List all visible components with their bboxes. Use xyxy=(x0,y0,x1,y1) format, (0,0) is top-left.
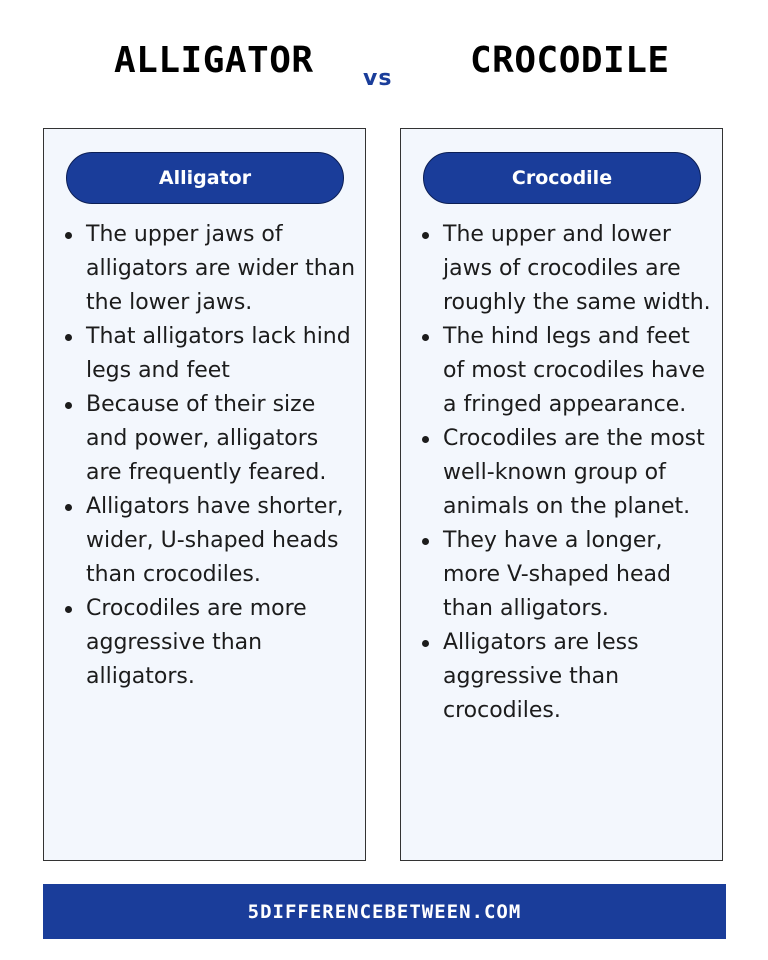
list-item: Crocodiles are the most well-known group of animals on the planet. xyxy=(443,422,722,524)
alligator-points-list xyxy=(44,218,365,694)
list-item: They have a longer, more V-shaped head than alligators. xyxy=(443,524,722,626)
list-item: The upper and lower jaws of crocodiles are roughly the same width. xyxy=(443,218,722,320)
vs-label: vs xyxy=(363,66,393,91)
right-title: CROCODILE xyxy=(470,40,670,81)
site-footer xyxy=(43,884,726,939)
page-header xyxy=(0,0,768,110)
crocodile-points-list xyxy=(401,218,722,728)
alligator-panel xyxy=(43,128,366,861)
list-item: Because of their size and power, alligators are frequently feared. xyxy=(86,388,365,490)
list-item: The upper jaws of alligators are wider than the lower jaws. xyxy=(86,218,365,320)
list-item: Crocodiles are more aggressive than alligators. xyxy=(86,592,365,694)
site-url: 5DIFFERENCEBETWEEN.COM xyxy=(247,900,522,923)
list-item: That alligators lack hind legs and feet xyxy=(86,320,365,388)
list-item: Alligators have shorter, wider, U-shaped heads than crocodiles. xyxy=(86,490,365,592)
list-item: Alligators are less aggressive than crocodiles. xyxy=(443,626,722,728)
left-title: ALLIGATOR xyxy=(114,40,314,81)
crocodile-panel xyxy=(400,128,723,861)
list-item: The hind legs and feet of most crocodiles have a fringed appearance. xyxy=(443,320,722,422)
crocodile-heading: Crocodile xyxy=(423,152,701,204)
alligator-heading: Alligator xyxy=(66,152,344,204)
